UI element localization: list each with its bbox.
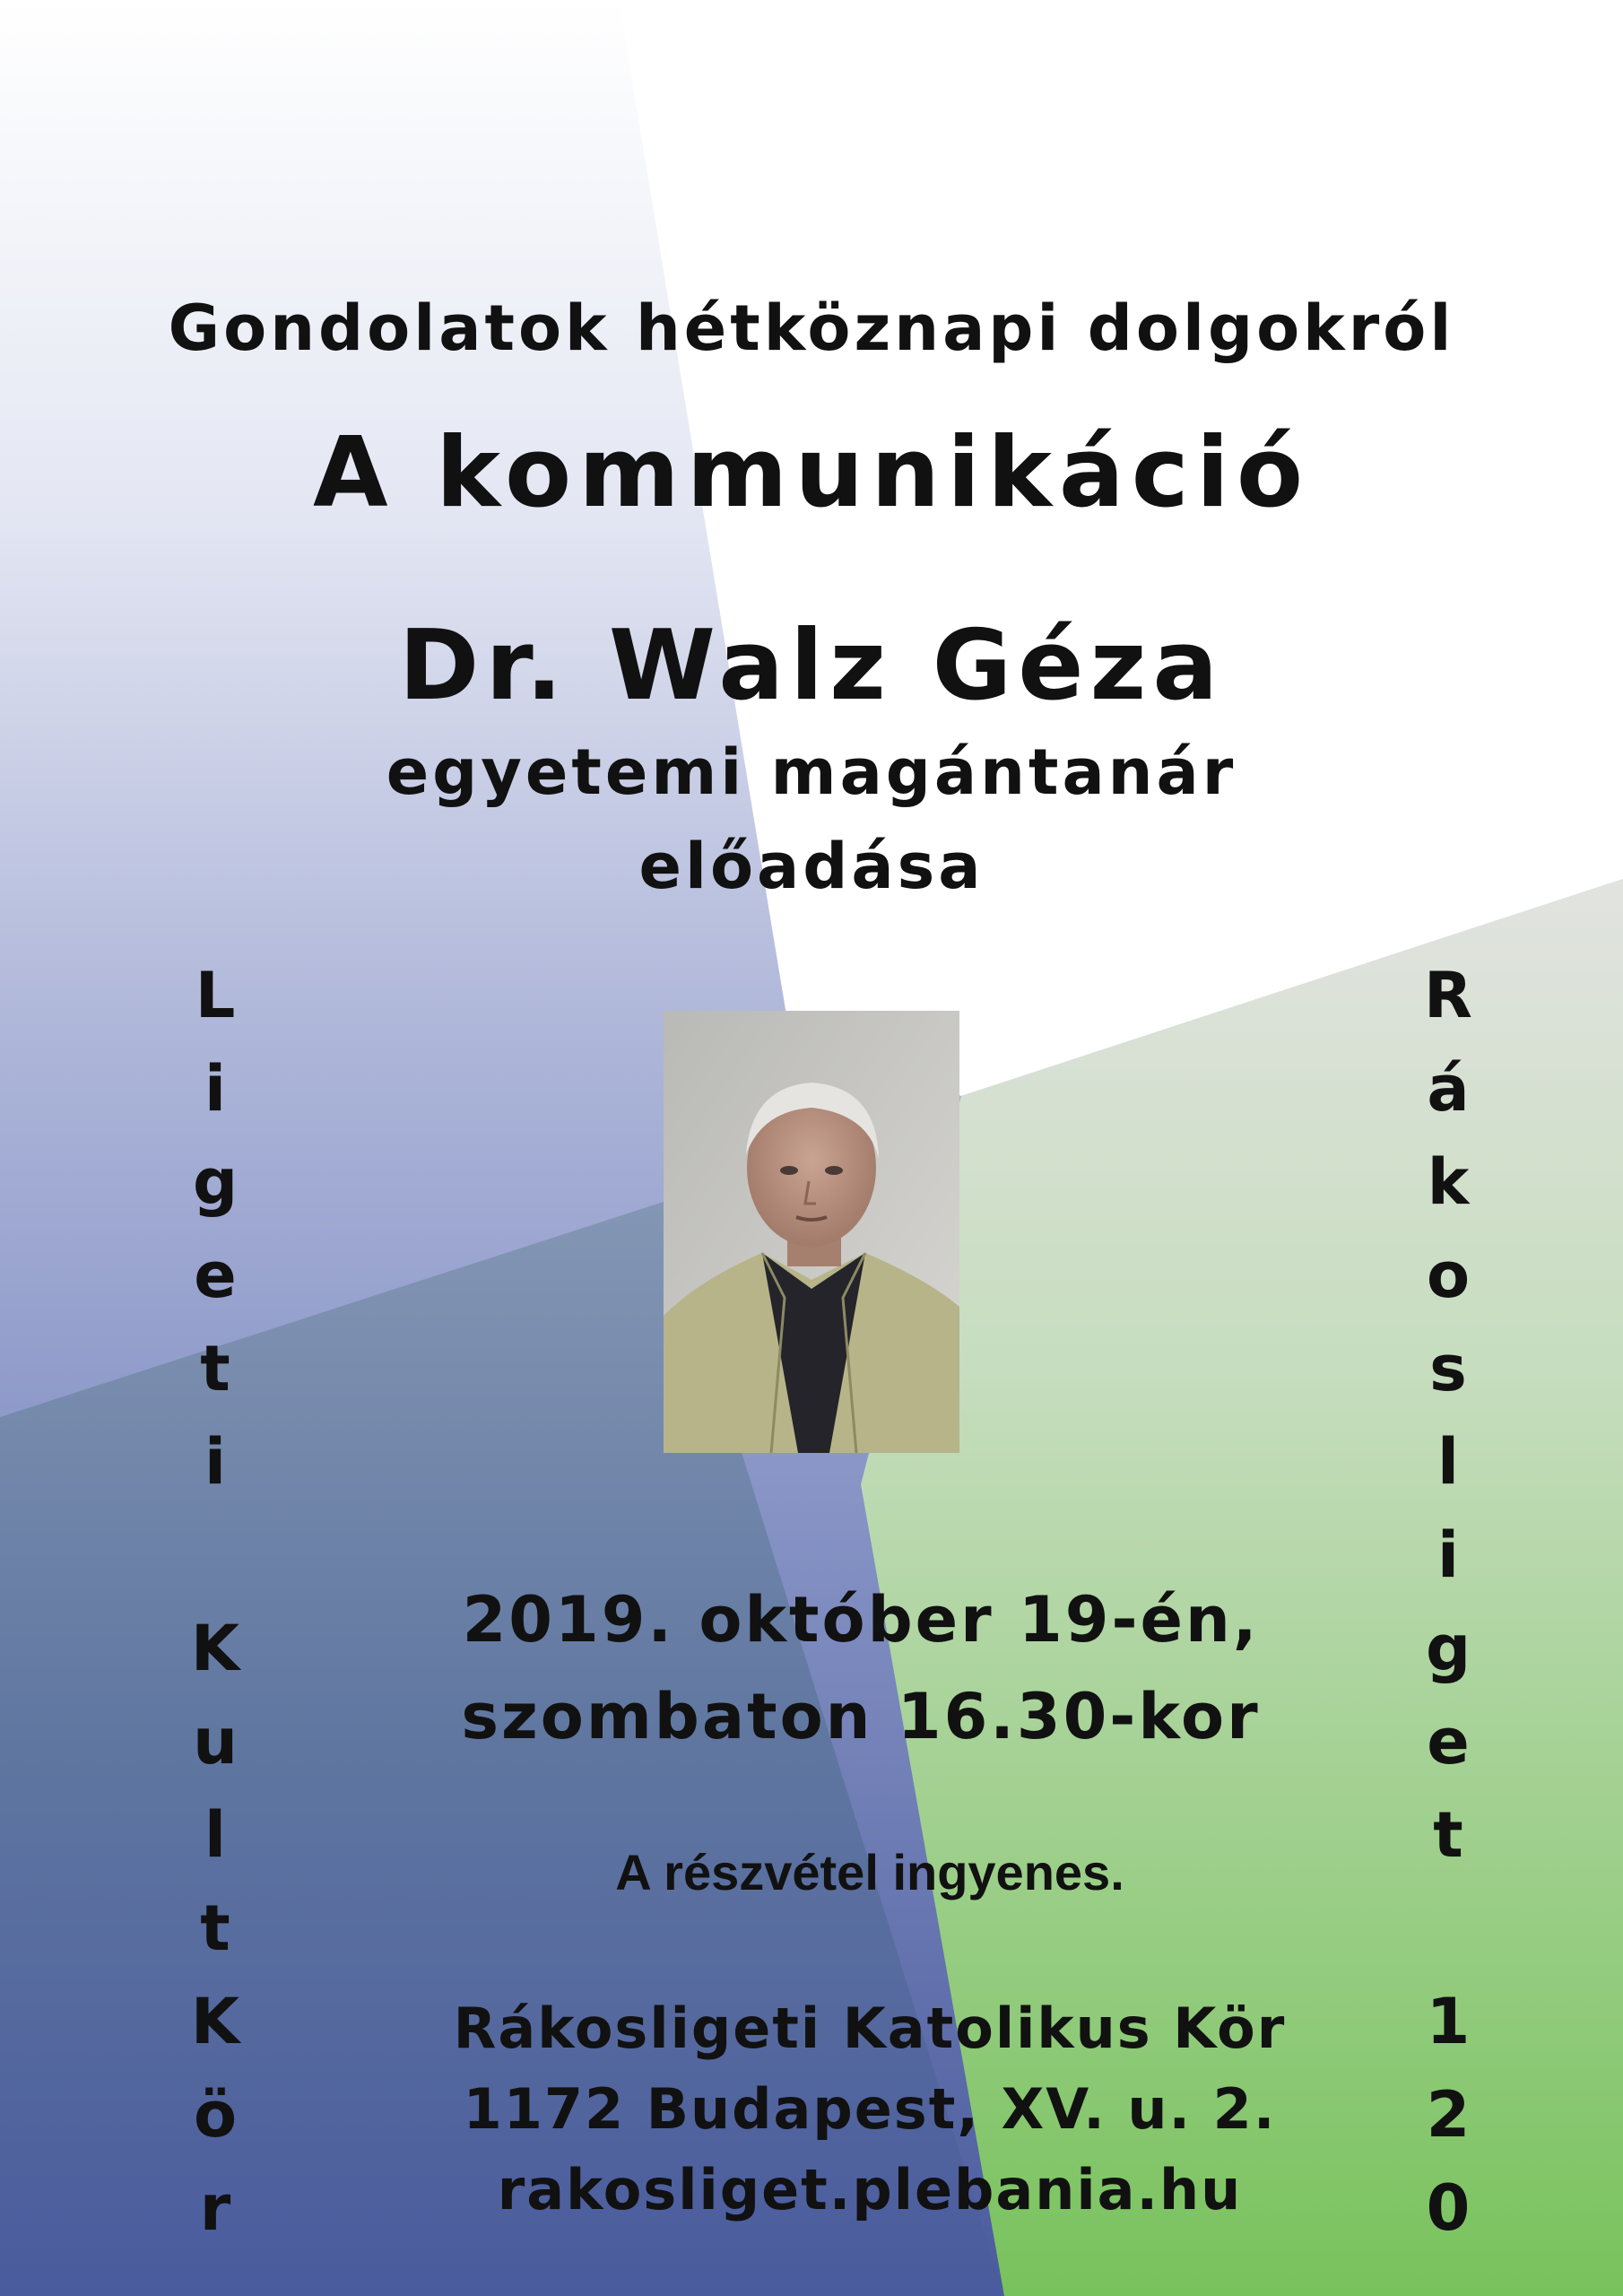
- vertical-letter: e: [194, 1239, 237, 1312]
- left-vertical-text: [161, 949, 269, 2255]
- vertical-letter: e: [1427, 1705, 1470, 1779]
- lecture-title: A kommunikáció: [312, 417, 1311, 529]
- vertical-letter: 1: [1426, 1985, 1471, 2058]
- vertical-letter: i: [204, 1425, 226, 1499]
- admission-note: A részvétel ingyenes.: [615, 1844, 1124, 1900]
- vertical-letter: l: [1437, 1425, 1459, 1499]
- vertical-letter: K: [190, 1985, 240, 2058]
- vertical-letter: 2: [1426, 2078, 1471, 2152]
- speaker-portrait-photo: [664, 1011, 959, 1453]
- vertical-letter: [204, 1509, 226, 1602]
- vertical-letter: o: [1426, 1239, 1471, 1312]
- venue-name: Rákosligeti Katolikus Kör: [453, 1996, 1287, 2061]
- vertical-letter: i: [204, 1052, 226, 1126]
- vertical-letter: 0: [1426, 2171, 1471, 2245]
- vertical-letter: t: [200, 1892, 230, 1965]
- vertical-letter: á: [1427, 1052, 1470, 1126]
- vertical-letter: l: [204, 1798, 226, 1872]
- vertical-letter: ö: [193, 2078, 238, 2152]
- vertical-letter: R: [1424, 959, 1472, 1032]
- vertical-letter: i: [1437, 1518, 1459, 1592]
- event-time: szombaton 16.30-kor: [461, 1680, 1261, 1753]
- venue-address: 1172 Budapest, XV. u. 2.: [463, 2076, 1277, 2142]
- vertical-letter: u: [193, 1705, 238, 1779]
- vertical-letter: [1437, 1882, 1459, 1975]
- venue-website: rakosliget.plebania.hu: [497, 2157, 1243, 2222]
- vertical-letter: s: [1429, 1332, 1467, 1405]
- right-vertical-text: [1394, 949, 1502, 2255]
- vertical-letter: t: [200, 1332, 230, 1405]
- vertical-letter: K: [190, 1612, 240, 1685]
- vertical-letter: r: [199, 2171, 231, 2245]
- series-title: Gondolatok hétköznapi dolgokról: [168, 291, 1455, 365]
- event-date: 2019. október 19-én,: [462, 1583, 1260, 1657]
- vertical-letter: k: [1427, 1145, 1470, 1219]
- speaker-role: egyetemi magántanár: [386, 735, 1237, 809]
- vertical-letter: g: [192, 1145, 239, 1219]
- vertical-letter: t: [1433, 1798, 1463, 1872]
- talk-label: előadása: [638, 830, 985, 903]
- vertical-letter: g: [1425, 1612, 1471, 1685]
- vertical-letter: L: [195, 959, 236, 1032]
- speaker-name: Dr. Walz Géza: [398, 610, 1225, 722]
